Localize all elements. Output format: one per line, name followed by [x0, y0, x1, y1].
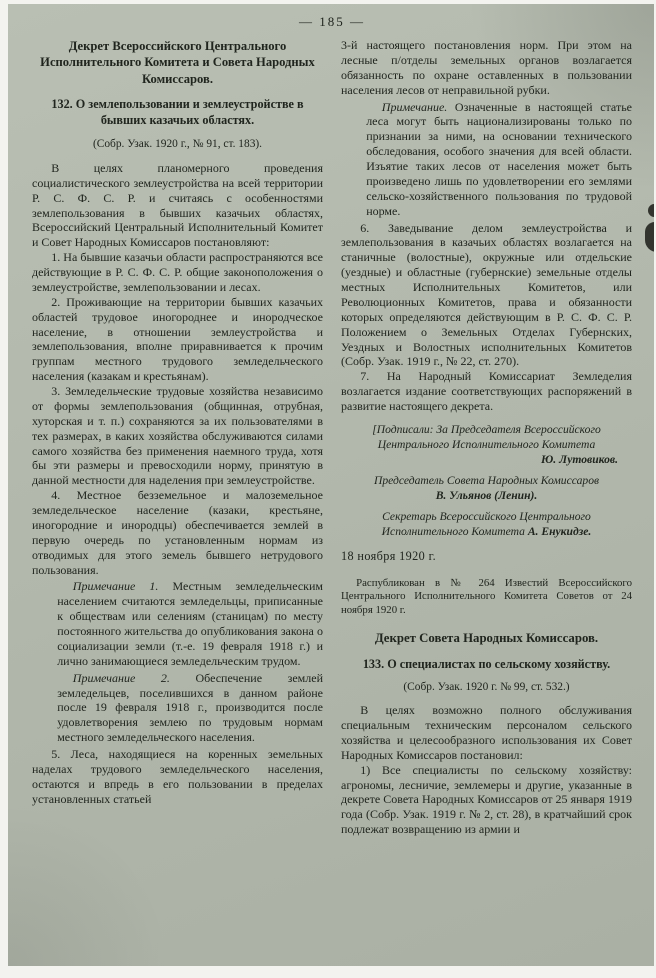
publication-note: Распубликован в № 264 Известий Всероссийского Центрального Исполнительного Комитета Советов от 24 ноября 1920 г.: [341, 576, 632, 616]
article-132-title: 132. О землепользовании и землеустройстве в бывших казачьих областях.: [51, 97, 304, 127]
two-column-layout: [32, 38, 632, 837]
signature-3-name: А. Енукидзе.: [527, 525, 592, 539]
paragraph-6: 6. Заведывание делом землеустройства и землепользования в казачьих областях возлагается на станичные (волостные), окружные или отдельские (уездные) и областные (губернские) земельные отделы местных Исполнительных Комитетов, или Революционных Комитетов, права и обязанности которых определяются действующим в Р. С. Ф. С. Р. Положением о Земельных Отделах Губернских, Уездных и Волостных исполнительных Комитетов (Собр. Узак. 1919 г., № 22, ст. 270).: [341, 220, 632, 369]
signature-2-role: Председатель Совета Народных Комиссаров: [373, 474, 600, 488]
signature-1-name: Ю. Лутовиков.: [541, 453, 618, 466]
scanned-page: [8, 4, 654, 966]
signature-1: [341, 422, 632, 467]
signature-3: [341, 509, 632, 539]
signature-3-role: Секретарь Всероссийского Центрального Исполнительного Комитета: [381, 510, 591, 539]
note-2-text: Обеспечение землей земледельцев, поселившихся в данном районе после 19 февраля 1918 г., производится после удовлетворения землею по трудовым нормам местного земледельческого населения.: [57, 670, 323, 745]
note-1: [57, 579, 323, 668]
left-column: [32, 38, 323, 837]
article-133-title: 133. О специалистах по сельскому хозяйству.: [362, 656, 611, 671]
decree-date: 18 ноября 1920 г.: [341, 549, 437, 564]
decree-133-heading: Декрет Совета Народных Комиссаров.: [374, 631, 599, 646]
paragraph-3: 3. Земледельческие трудовые хозяйства независимо от формы землепользования (общинная, отрубная, хуторская и т. п.) сохраняются за их пользователями в тех размерах, в каких хозяйства обслуживаются силами самого хозяйства без применения наемного труда, хотя бы эти размеры и превосходили норму, принятую в данной местности для наделения при землеустройстве.: [32, 384, 323, 488]
signature-1-role: [Подписали: За Председателя Всероссийского Центрального Исполнительного Комитета: [372, 422, 601, 451]
signature-block: [341, 422, 632, 539]
paragraph-7: 7. На Народный Комиссариат Земледелия возлагается издание соответствующих распоряжений в развитие настоящего декрета.: [341, 369, 632, 413]
page-number: — 185 —: [299, 14, 365, 29]
right-column: [341, 38, 632, 837]
note-2-label: Примечание 2.: [72, 670, 170, 685]
paragraph-5-continuation: 3-й настоящего постановления норм. При этом на лесные п/отделы земельных органов возлагается обязанность по охране оставленных в пользовании населения лесов от неправильной рубки.: [341, 38, 632, 97]
signature-2: [341, 473, 632, 503]
note-3-text: Означенные в настоящей статье леса могут быть национализированы только по признании за ними, на основании технического обследования, особого значения для всей области. Изъятие таких лесов от населения может быть произведено лишь по удовлетворении его землями сельско-хозяйственного пользования по трудовой норме.: [366, 99, 632, 218]
paragraph-2: 2. Проживающие на территории бывших казачьих областей трудовое иногороднее и инородческое население, в отношении землеустройства и землепользования, вполне приравнивается к прочим группам местного трудового земледельческого населения (казакам и крестьянам).: [32, 294, 323, 384]
scan-artifact: [648, 204, 654, 217]
note-3: [366, 100, 632, 219]
page-content: [8, 4, 654, 845]
article-132-citation: (Собр. Узак. 1920 г., № 91, ст. 183).: [92, 137, 263, 150]
article-133-citation: (Собр. Узак. 1920 г. № 99, ст. 532.): [403, 681, 570, 694]
note-1-label: Примечание 1.: [72, 579, 159, 594]
decree-133-intro: В целях возможно полного обслуживания специальным техническим персоналом сельского хозяйства и целесообразного использования их Совет Народных Комиссаров постановил:: [341, 703, 632, 762]
decree-133-paragraph-1: 1) Все специалисты по сельскому хозяйству: агрономы, лесничие, землемеры и другие, указанные в декрете Совета Народных Комиссаров от 25 января 1919 года (Собр. Узак. 1919 г. № 2, ст. 28), в кратчайший срок подлежат возвращению из армии и: [341, 762, 632, 837]
decree-132-heading: Декрет Всероссийского Центрального Исполнительного Комитета и Совета Народных Комиссаров.: [40, 39, 315, 86]
note-1-text: Местным земледельческим населением считаются земледельцы, приписанные к обществам или селениям (станицам) по месту постоянного жительства до опубликования закона о социализации земли (т.-е. 19 февраля 1918 г.) и лично занимающиеся земледельческим трудом.: [57, 579, 323, 668]
paragraph-5: 5. Леса, находящиеся на коренных земельных наделах трудового земледельческого населения, остаются и впредь в его пользовании в пределах установленных статьей: [32, 747, 323, 806]
note-2: [57, 671, 323, 745]
signature-2-name: В. Ульянов (Ленин).: [435, 489, 538, 503]
paragraph-intro: В целях планомерного проведения социалистического землеустройства на всей территории Р. С. Ф. С. Р. и считаясь с особенностями землепользования в бывших казачьих областях, Всероссийский Центральный Исполнительный Комитет и Совет Народных Комиссаров постановляют:: [32, 160, 323, 250]
paragraph-1: 1. На бывшие казачьи области распространяются все действующие в Р. С. Ф. С. Р. общие законоположения о землеустройстве, землепользовании и лесах.: [32, 250, 323, 294]
note-3-label: Примечание.: [381, 99, 448, 114]
paragraph-4: 4. Местное безземельное и малоземельное земледельческое население (казаки, крестьяне, иногородние и инородцы) обеспечивается землей в первую очередь по установленным нормам из отводимых для этого земель бывшего нетрудового пользования.: [32, 488, 323, 577]
